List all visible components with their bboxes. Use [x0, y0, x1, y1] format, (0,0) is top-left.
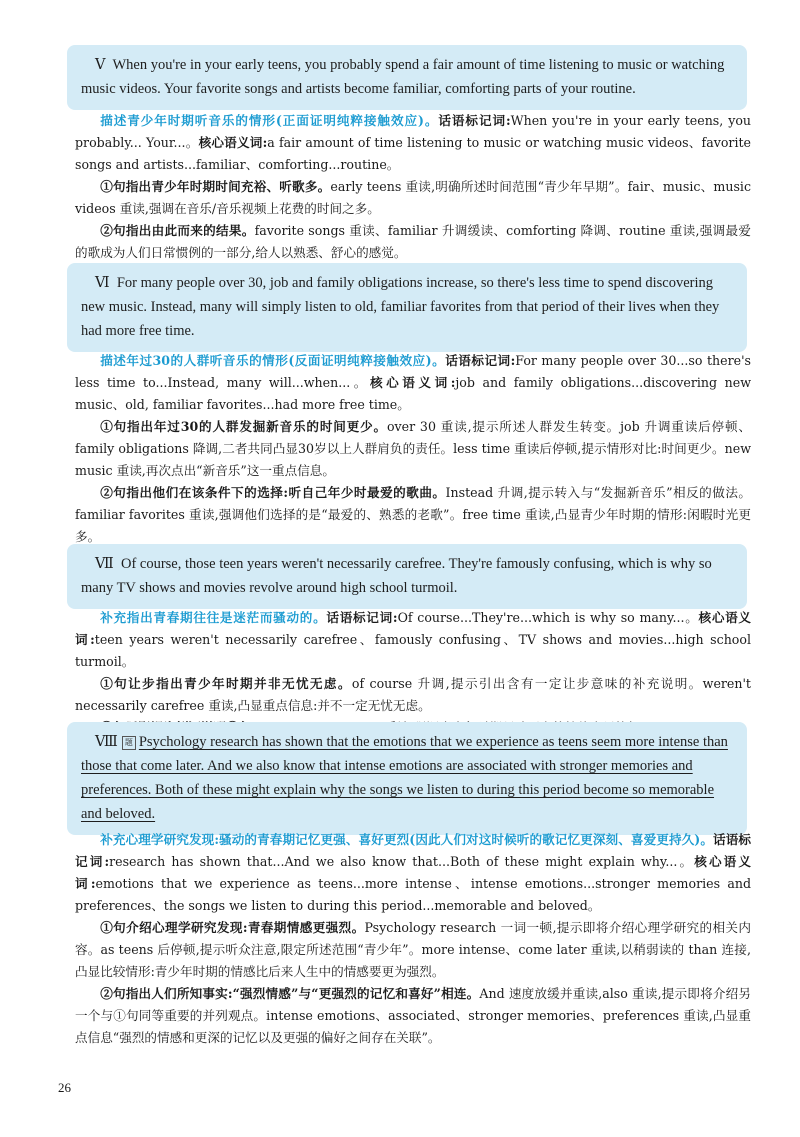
page-number: 26 [58, 1080, 71, 1095]
core-text: teen years weren't necessarily carefree、famously confusing、TV shows and movies...high school turmoil。 [75, 632, 751, 669]
core-label: 核心语义词: [369, 375, 456, 390]
section-heading: 描述青少年时期听音乐的情形(正面证明纯粹接触效应)。 [100, 113, 439, 128]
analysis-section-6 [75, 350, 751, 548]
point-2: ②句指出人们所知事实:“强烈情感”与“更强烈的记忆和喜好”相连。And 速度放缓并重读,also 重读,提示即将介绍另一个与①句同等重要的并列观点。intense emotions、associated、stronger memories、preferences 重读,凸显重点信息“强烈的情感和更深的记忆以及更强的偏好之间存在关联”。 [75, 986, 751, 1045]
question-marker-icon: 题 [122, 736, 136, 750]
numeral: Ⅷ [95, 734, 118, 750]
analysis-section-5 [75, 110, 751, 264]
core-label: 核心语义词: [75, 610, 752, 647]
point-1: ①句让步指出青少年时期并非无忧无虑。of course 升调,提示引出含有一定让步意味的补充说明。weren't necessarily carefree 重读,凸显重点信息:并不一定无忧无虑。 [75, 676, 751, 713]
passage-box-8 [67, 722, 747, 835]
section-heading: 描述年过30的人群听音乐的情形(反面证明纯粹接触效应)。 [100, 353, 446, 368]
passage-text: Of course, those teen years weren't necessarily carefree. They're famously confusing, which is why so many TV shows and movies revolve around high school turmoil. [81, 556, 712, 596]
passage-text: For many people over 30, job and family obligations increase, so there's less time to spend discovering new music. Instead, many will simply listen to old, familiar favorites from that period of their lives when they had more free time. [81, 275, 720, 339]
marker-text: Of course...They're...which is why so many...。 [397, 610, 699, 625]
point-1: ①句指出年过30的人群发掘新音乐的时间更少。over 30 重读,提示所述人群发生转变。job 升调重读后停顿、family obligations 降调,二者共同凸显30岁以上人群肩负的责任。less time 重读后停顿,提示情形对比:时间更少。new music 重读,再次点出“新音乐”这一重点信息。 [75, 419, 751, 478]
numeral: Ⅶ [95, 556, 114, 572]
marker-text: For many people over 30...so there's less time to...Instead, many will...when...。 [75, 353, 751, 390]
numeral: Ⅴ [95, 57, 106, 73]
passage-text: Psychology research has shown that the emotions that we experience as teens seem more intense than those that come later. And we also know that intense emotions are associated with stronger memories and preferences. Both of these might explain why the songs we listen to during this period become so memorable and beloved. [81, 734, 728, 822]
marker-text: research has shown that...And we also know that...Both of these might explain why...。 [109, 854, 695, 869]
point-2: ②句指出由此而来的结果。favorite songs 重读、familiar 升调缓读、comforting 降调、routine 重读,强调最爱的歌成为人们日常惯例的一部分,给人以熟悉、舒心的感觉。 [75, 223, 752, 260]
core-text: emotions that we experience as teens...more intense、intense emotions...stronger memories and preferences、the songs we listen to during this period...memorable and beloved。 [75, 876, 752, 913]
passage-box-6 [67, 263, 747, 352]
analysis-section-8 [75, 829, 751, 1049]
passage-text: When you're in your early teens, you probably spend a fair amount of time listening to music or watching music videos. Your favorite songs and artists become familiar, comforting parts of your routine. [81, 57, 725, 97]
marker-text: When you're in your early teens, you probably... Your...。 [75, 113, 752, 150]
passage-box-7 [67, 544, 747, 609]
marker-label: 话语标记词: [445, 353, 516, 368]
core-text: a fair amount of time listening to music or watching music videos、favorite songs and artists...familiar、comforting...routine。 [75, 135, 751, 172]
section-heading: 补充指出青春期往往是迷茫而骚动的。 [100, 610, 327, 625]
core-label: 核心语义词: [198, 135, 268, 150]
marker-label: 话语标记词: [326, 610, 398, 625]
point-1: ①句介绍心理学研究发现:青春期情感更强烈。Psychology research 一词一顿,提示即将介绍心理学研究的相关内容。as teens 后停顿,提示听众注意,限定所述范围“青少年”。more intense、come later 重读,以稍弱读的 than 连接,凸显比较情形:青少年时期的情感比后来人生中的情感要更为强烈。 [75, 920, 751, 979]
section-heading: 补充心理学研究发现:骚动的青春期记忆更强、喜好更烈(因此人们对这时候听的歌记忆更深刻、喜爱更持久)。 [100, 832, 714, 847]
point-2: ②句指出他们在该条件下的选择:听自己年少时最爱的歌曲。Instead 升调,提示转入与“发掘新音乐”相反的做法。familiar favorites 重读,强调他们选择的是“最爱的、熟悉的老歌”。free time 重读,凸显青少年时期的情形:闲暇时光更多。 [75, 485, 752, 544]
point-1: ①句指出青少年时期时间充裕、听歌多。early teens 重读,明确所述时间范围“青少年早期”。fair、music、music videos 重读,强调在音乐/音乐视频上花费的时间之多。 [75, 179, 751, 216]
marker-label: 话语标记词: [75, 832, 752, 869]
core-text: job and family obligations...discovering new music、old, familiar favorites...had more free time。 [75, 375, 752, 412]
core-label: 核心语义词: [75, 854, 752, 891]
numeral: Ⅵ [95, 275, 110, 291]
analysis-section-7 [75, 607, 751, 739]
passage-box-5 [67, 45, 747, 110]
marker-label: 话语标记词: [438, 113, 511, 128]
